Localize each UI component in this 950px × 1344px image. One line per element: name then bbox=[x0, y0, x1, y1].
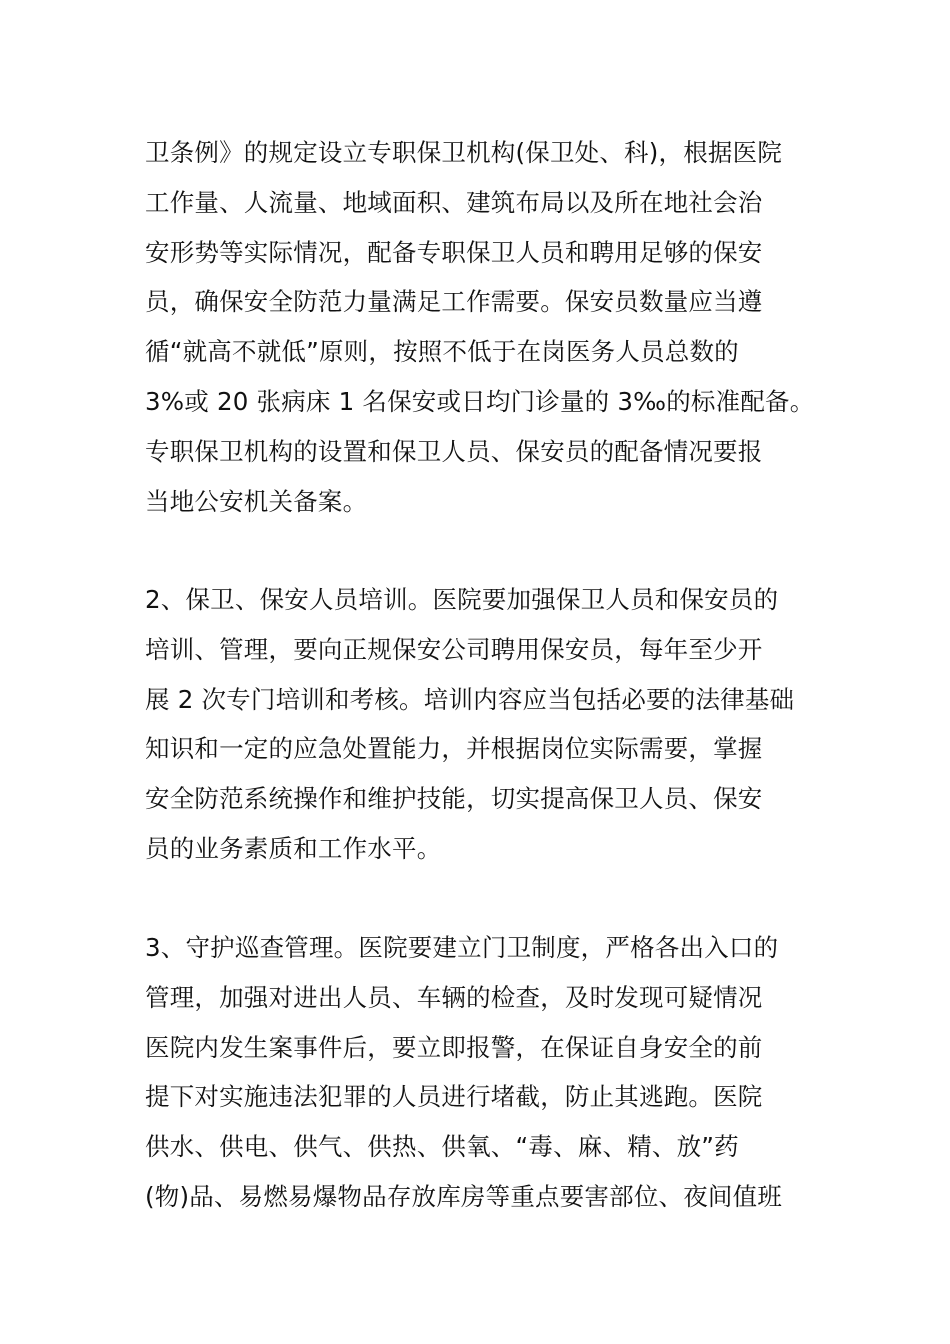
paragraph-line: 管理，加强对进出人员、车辆的检查，及时发现可疑情况 bbox=[145, 982, 763, 1012]
paragraph-line: 供水、供电、供气、供热、供氧、“毒、麻、精、放”药 bbox=[145, 1132, 739, 1162]
paragraph-line: 员，确保安全防范力量满足工作需要。保安员数量应当遵 bbox=[145, 287, 763, 317]
paragraph-line: 卫条例》的规定设立专职保卫机构(保卫处、科)，根据医院 bbox=[145, 138, 783, 167]
paragraph-line: 员的业务素质和工作水平。 bbox=[145, 833, 442, 863]
paragraph-2 bbox=[145, 575, 815, 874]
paragraph-line: 专职保卫机构的设置和保卫人员、保安员的配备情况要报 bbox=[145, 436, 763, 466]
paragraph-line: (物)品、易燃易爆物品存放库房等重点要害部位、夜间值班 bbox=[145, 1181, 783, 1211]
paragraph-line: 工作量、人流量、地域面积、建筑布局以及所在地社会治 bbox=[145, 187, 763, 217]
paragraph-1 bbox=[145, 128, 815, 526]
paragraph-line: 2、保卫、保安人员培训。医院要加强保卫人员和保安员的 bbox=[145, 585, 779, 614]
paragraph-line: 3、守护巡查管理。医院要建立门卫制度，严格各出入口的 bbox=[145, 933, 779, 962]
paragraph-line: 培训、管理，要向正规保安公司聘用保安员，每年至少开 bbox=[145, 634, 763, 664]
paragraph-line: 安形势等实际情况，配备专职保卫人员和聘用足够的保安 bbox=[145, 237, 763, 267]
paragraph-line: 提下对实施违法犯罪的人员进行堵截，防止其逃跑。医院 bbox=[145, 1082, 763, 1112]
paragraph-line: 安全防范系统操作和维护技能，切实提高保卫人员、保安 bbox=[145, 784, 763, 814]
paragraph-line: 当地公安机关备案。 bbox=[145, 486, 368, 516]
paragraph-3 bbox=[145, 923, 815, 1222]
paragraph-line: 3%或 20 张病床 1 名保安或日均门诊量的 3‰的标准配备。 bbox=[145, 386, 815, 416]
paragraph-line: 医院内发生案事件后，要立即报警，在保证自身安全的前 bbox=[145, 1032, 763, 1062]
paragraph-line: 展 2 次专门培训和考核。培训内容应当包括必要的法律基础 bbox=[145, 684, 795, 714]
paragraph-line: 循“就高不就低”原则，按照不低于在岗医务人员总数的 bbox=[145, 337, 739, 367]
paragraph-line: 知识和一定的应急处置能力，并根据岗位实际需要，掌握 bbox=[145, 734, 763, 764]
